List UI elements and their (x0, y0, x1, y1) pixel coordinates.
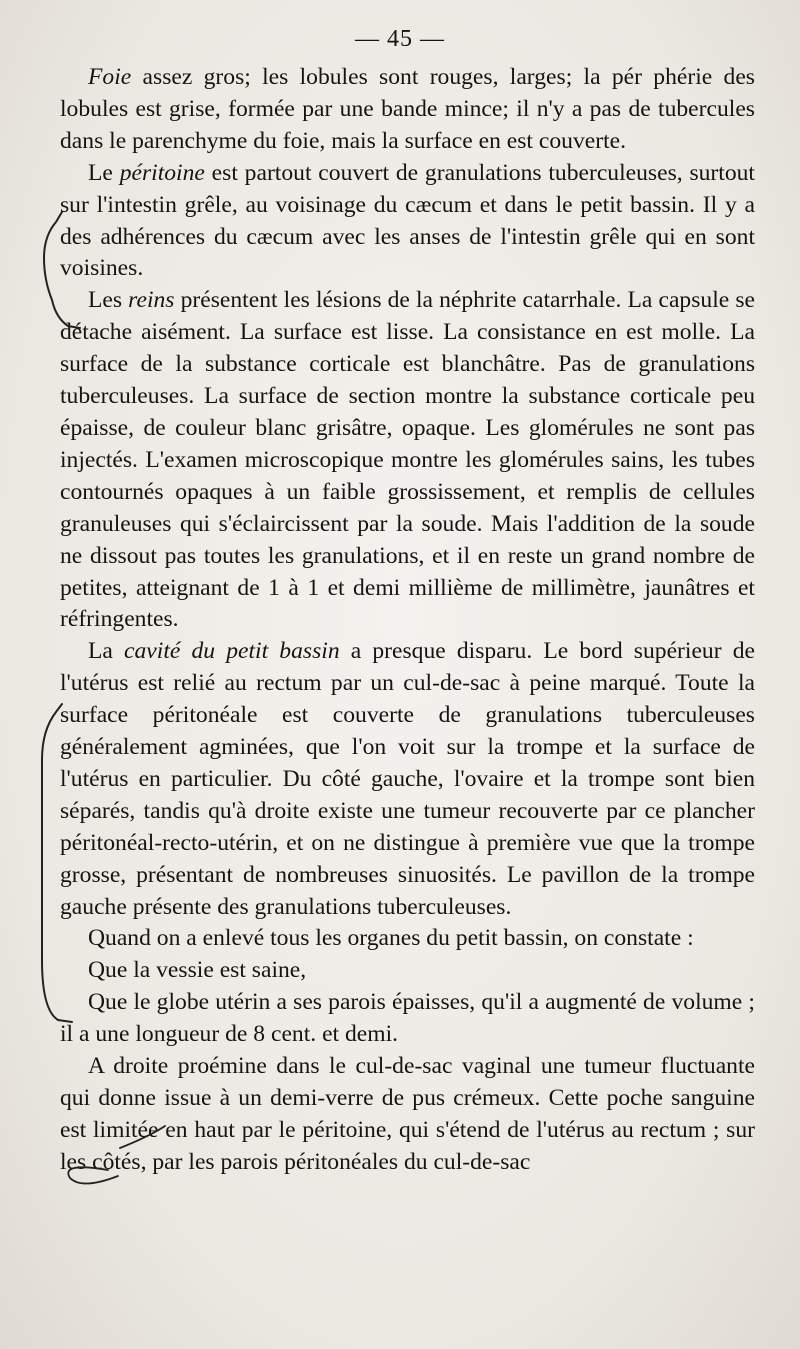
italic-term: péritoine (119, 159, 205, 186)
paragraph-globe (60, 987, 755, 1051)
body-text (60, 62, 755, 1179)
paragraph-cavite (60, 636, 755, 923)
paragraph-peritoine (60, 158, 755, 286)
text-run: a presque disparu. Le bord supérieur de l'utérus est relié au rectum par un cul-de-sac à peine marqué. Toute la surface péritonéale est couverte de granulations tuberculeuses généralement agminées, que l'on voit sur la trompe et la surface de l'utérus en particulier. Du côté gauche, l'ovaire et la trompe sont bien séparés, tandis qu'à droite existe une tumeur recouverte par ce plancher péritonéal-recto-utérin, et on ne distingue à première vue que la trompe grosse, présentant de nombreuses sinuosités. Le pavillon de la trompe gauche présente des granulations tuberculeuses. (60, 638, 755, 920)
paragraph-foie (60, 62, 755, 158)
text-run: présentent les lésions de la néphrite catarrhale. La capsule se détache aisément. La surface est lisse. La consistance en est molle. La surface de la substance corticale est blanchâtre. Pas de granulations tuberculeuses. La surface de section montre la substance corticale peu épaisse, de couleur blanc grisâtre, opaque. Les glomérules ne sont pas injectés. L'examen microscopique montre les glomérules sains, les tubes contournés opaques à un faible grossissement, et remplis de cellules granuleuses qui s'éclaircissent par la soude. Mais l'addition de la soude ne dissout pas toutes les granulations, et il en reste un grand nombre de petites, atteignant de 1 à 1 et demi millième de millimètre, jaunâtres et réfringentes. (60, 287, 755, 633)
text-run: est partout couvert de granulations tuberculeuses, surtout sur l'intestin grêle, au voisinage du cæcum et dans le petit bassin. Il y a des adhérences du cæcum avec les anses de l'intestin grêle qui en sont voisines. (60, 159, 755, 282)
text-run: assez gros; les lobules sont rouges, larges; la pér phérie des lobules est grise, formée par une bande mince; il n'y a pas de tubercules dans le parenchyme du foie, mais la surface en est couverte. (60, 64, 755, 154)
paragraph-reins (60, 285, 755, 636)
italic-term: Foie (88, 64, 132, 90)
text-run: Quand on a enlevé tous les organes du petit bassin, on constate : (88, 925, 694, 952)
paragraph-droite (60, 1051, 755, 1179)
text-run: Que le globe utérin a ses parois épaisses, qu'il a augmenté de volume ; il a une longueur de 8 cent. et demi. (60, 989, 755, 1048)
paragraph-quand (60, 923, 755, 955)
paragraph-vessie (60, 955, 755, 987)
page-number: — 45 — (355, 26, 445, 52)
italic-term: reins (128, 287, 175, 314)
text-run: La (88, 638, 125, 665)
italic-term: cavité du petit bassin (124, 638, 340, 665)
text-run: Les (88, 287, 129, 314)
text-run: A droite proémine dans le cul-de-sac vaginal une tumeur fluctuante qui donne issue à un demi-verre de pus crémeux. Cette poche sanguine est limitée en haut par le péritoine, qui s'étend de l'utérus au rectum ; sur les côtés, par les parois péritonéales du cul-de-sac (60, 1053, 755, 1175)
text-run: Que la vessie est saine, (88, 957, 307, 984)
text-run: Le (88, 159, 120, 186)
